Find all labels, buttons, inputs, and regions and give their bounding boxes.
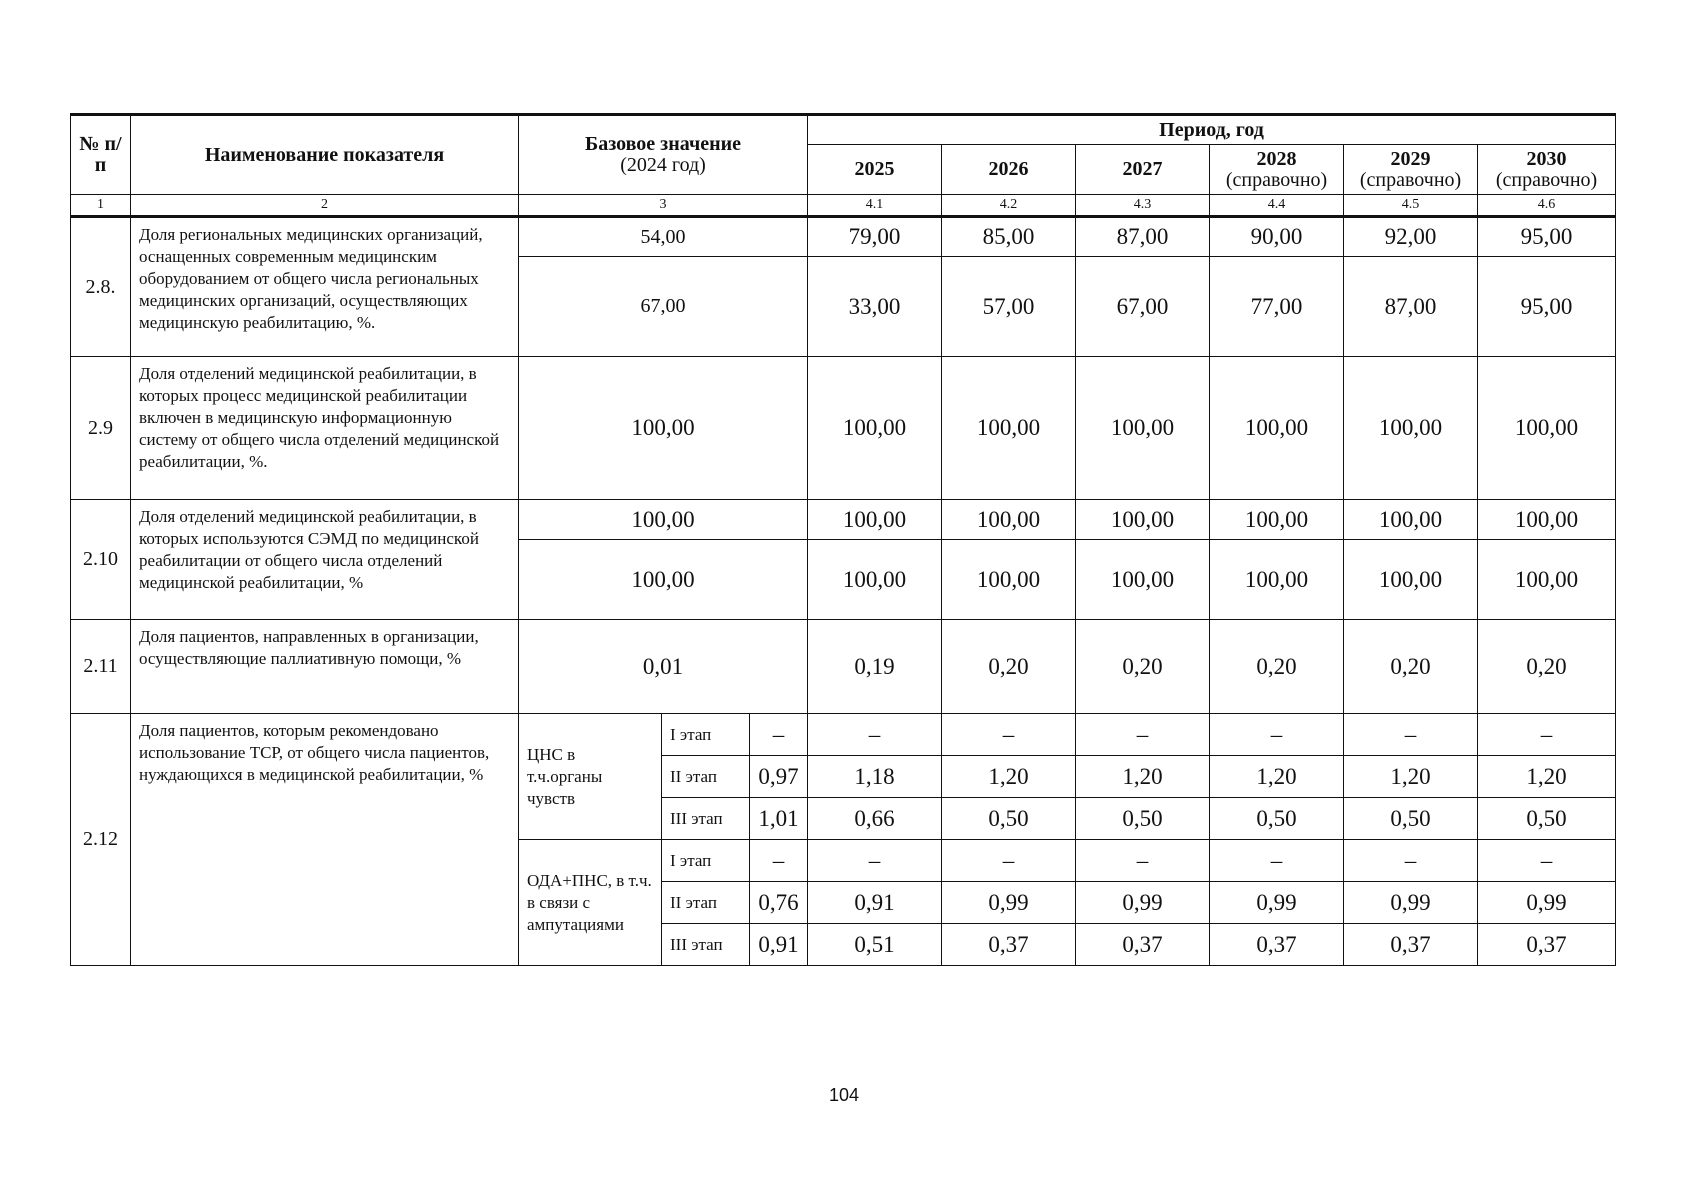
- indicators-table: [70, 113, 1616, 966]
- value-cell: 0,50: [942, 798, 1076, 840]
- row-number: 2.8.: [71, 217, 131, 357]
- row-number: 2.11: [71, 620, 131, 714]
- value-cell: 0,20: [942, 620, 1076, 714]
- header-name: Наименование показателя: [131, 115, 519, 195]
- value-cell: 100,00: [1478, 500, 1616, 540]
- table-row: [71, 217, 1616, 257]
- header-year-2028: [1210, 145, 1344, 195]
- row-number: 2.12: [71, 714, 131, 966]
- column-number: 2: [131, 195, 519, 217]
- value-cell: 0,37: [1210, 924, 1344, 966]
- value-cell: 0,20: [1478, 620, 1616, 714]
- value-cell: 79,00: [808, 217, 942, 257]
- value-cell: 95,00: [1478, 217, 1616, 257]
- value-cell: 0,37: [942, 924, 1076, 966]
- base-value: 67,00: [519, 257, 808, 357]
- header-year-label: 2025: [854, 158, 895, 180]
- stage-label: I этап: [662, 840, 750, 882]
- value-cell: –: [1210, 840, 1344, 882]
- value-cell: 0,99: [1344, 882, 1478, 924]
- stage-label: III этап: [662, 798, 750, 840]
- value-cell: 0,19: [808, 620, 942, 714]
- column-number: 3: [519, 195, 808, 217]
- value-cell: –: [1344, 714, 1478, 756]
- header-year-2029: [1344, 145, 1478, 195]
- value-cell: 0,50: [1478, 798, 1616, 840]
- value-cell: –: [1210, 714, 1344, 756]
- base-value: 100,00: [519, 540, 808, 620]
- value-cell: 33,00: [808, 257, 942, 357]
- header-period: Период, год: [808, 115, 1616, 145]
- stage-base-value: –: [750, 840, 808, 882]
- column-number: 4.4: [1210, 195, 1344, 217]
- value-cell: 1,20: [1478, 756, 1616, 798]
- value-cell: –: [1478, 840, 1616, 882]
- value-cell: 95,00: [1478, 257, 1616, 357]
- value-cell: 0,66: [808, 798, 942, 840]
- stage-label: I этап: [662, 714, 750, 756]
- value-cell: 100,00: [1210, 500, 1344, 540]
- value-cell: 87,00: [1344, 257, 1478, 357]
- value-cell: 100,00: [1210, 540, 1344, 620]
- value-cell: 100,00: [1076, 500, 1210, 540]
- value-cell: –: [942, 840, 1076, 882]
- indicator-name: Доля региональных медицинских организаций, оснащенных современным медицинским оборудованием от общего числа региональных медицинских организаций, осуществляющих медицинскую реабилитацию, %.: [131, 217, 519, 357]
- value-cell: 0,37: [1344, 924, 1478, 966]
- value-cell: 0,20: [1210, 620, 1344, 714]
- value-cell: 100,00: [1076, 357, 1210, 500]
- header-year-label: 2027: [1122, 158, 1163, 180]
- value-cell: 85,00: [942, 217, 1076, 257]
- header-year-label: 2030: [1526, 147, 1567, 170]
- value-cell: –: [1344, 840, 1478, 882]
- indicator-name: Доля отделений медицинской реабилитации, в которых используются СЭМД по медицинской реабилитации от общего числа отделений медицинской реабилитации, %: [131, 500, 519, 620]
- value-cell: 1,20: [1210, 756, 1344, 798]
- value-cell: 90,00: [1210, 217, 1344, 257]
- header-base-title: Базовое значение: [585, 133, 742, 155]
- value-cell: 0,50: [1344, 798, 1478, 840]
- value-cell: 0,99: [1478, 882, 1616, 924]
- table-row: [71, 357, 1616, 500]
- value-cell: 1,20: [942, 756, 1076, 798]
- header-year-label: 2028: [1256, 147, 1297, 170]
- value-cell: 100,00: [1478, 357, 1616, 500]
- row-number: 2.9: [71, 357, 131, 500]
- value-cell: 100,00: [1344, 540, 1478, 620]
- value-cell: 100,00: [808, 500, 942, 540]
- value-cell: 100,00: [1210, 357, 1344, 500]
- header-year-label: 2029: [1390, 147, 1431, 170]
- value-cell: 0,37: [1076, 924, 1210, 966]
- column-number: 4.3: [1076, 195, 1210, 217]
- value-cell: 100,00: [1478, 540, 1616, 620]
- value-cell: 0,99: [1076, 882, 1210, 924]
- value-cell: 0,91: [808, 882, 942, 924]
- value-cell: 0,51: [808, 924, 942, 966]
- stage-label: II этап: [662, 756, 750, 798]
- indicator-name: Доля отделений медицинской реабилитации, в которых процесс медицинской реабилитации включен в медицинскую информационную систему от общего числа отделений медицинской реабилитации, %.: [131, 357, 519, 500]
- header-year-note: (справочно): [1225, 168, 1328, 191]
- value-cell: 0,20: [1076, 620, 1210, 714]
- value-cell: 100,00: [808, 540, 942, 620]
- value-cell: 67,00: [1076, 257, 1210, 357]
- value-cell: 0,99: [1210, 882, 1344, 924]
- stage-base-value: 0,76: [750, 882, 808, 924]
- value-cell: 1,20: [1076, 756, 1210, 798]
- table-row: [71, 500, 1616, 540]
- header-num: № п/п: [71, 115, 131, 195]
- value-cell: 100,00: [942, 540, 1076, 620]
- value-cell: 0,37: [1478, 924, 1616, 966]
- stage-base-value: 1,01: [750, 798, 808, 840]
- value-cell: 100,00: [808, 357, 942, 500]
- value-cell: 100,00: [942, 357, 1076, 500]
- value-cell: –: [942, 714, 1076, 756]
- indicator-name: Доля пациентов, направленных в организации, осуществляющие паллиативную помощи, %: [131, 620, 519, 714]
- value-cell: 100,00: [1076, 540, 1210, 620]
- group-label: ОДА+ПНС, в т.ч. в связи с ампутациями: [519, 840, 662, 966]
- page-number: 104: [828, 1085, 860, 1105]
- value-cell: 100,00: [1344, 500, 1478, 540]
- value-cell: –: [808, 840, 942, 882]
- table-row: [71, 620, 1616, 714]
- row-number: 2.10: [71, 500, 131, 620]
- column-number: 4.2: [942, 195, 1076, 217]
- value-cell: 0,50: [1210, 798, 1344, 840]
- column-number: 1: [71, 195, 131, 217]
- base-value: 54,00: [519, 217, 808, 257]
- column-number: 4.5: [1344, 195, 1478, 217]
- indicator-name: Доля пациентов, которым рекомендовано использование ТСР, от общего числа пациентов, нуждающихся в медицинской реабилитации, %: [131, 714, 519, 966]
- stage-label: II этап: [662, 882, 750, 924]
- value-cell: –: [1478, 714, 1616, 756]
- value-cell: 0,99: [942, 882, 1076, 924]
- value-cell: 87,00: [1076, 217, 1210, 257]
- stage-base-value: 0,97: [750, 756, 808, 798]
- base-value: 0,01: [519, 620, 808, 714]
- group-label: ЦНС в т.ч.органы чувств: [519, 714, 662, 840]
- value-cell: 0,20: [1344, 620, 1478, 714]
- value-cell: 0,50: [1076, 798, 1210, 840]
- base-value: 100,00: [519, 357, 808, 500]
- value-cell: 100,00: [1344, 357, 1478, 500]
- value-cell: 92,00: [1344, 217, 1478, 257]
- value-cell: –: [1076, 840, 1210, 882]
- header-year-2030: [1478, 145, 1616, 195]
- column-number: 4.6: [1478, 195, 1616, 217]
- header-base-year: (2024 год): [620, 154, 706, 176]
- header-year-2025: [808, 145, 942, 195]
- value-cell: 77,00: [1210, 257, 1344, 357]
- header-year-label: 2026: [988, 158, 1029, 180]
- stage-base-value: –: [750, 714, 808, 756]
- value-cell: –: [808, 714, 942, 756]
- header-year-note: (справочно): [1359, 168, 1462, 191]
- value-cell: 1,18: [808, 756, 942, 798]
- column-number: 4.1: [808, 195, 942, 217]
- header-year-2026: [942, 145, 1076, 195]
- table-row: [71, 714, 1616, 756]
- header-year-note: (справочно): [1495, 168, 1598, 191]
- stage-base-value: 0,91: [750, 924, 808, 966]
- value-cell: 57,00: [942, 257, 1076, 357]
- value-cell: –: [1076, 714, 1210, 756]
- header-year-2027: [1076, 145, 1210, 195]
- base-value: 100,00: [519, 500, 808, 540]
- header-base: [519, 115, 808, 195]
- stage-label: III этап: [662, 924, 750, 966]
- value-cell: 1,20: [1344, 756, 1478, 798]
- value-cell: 100,00: [942, 500, 1076, 540]
